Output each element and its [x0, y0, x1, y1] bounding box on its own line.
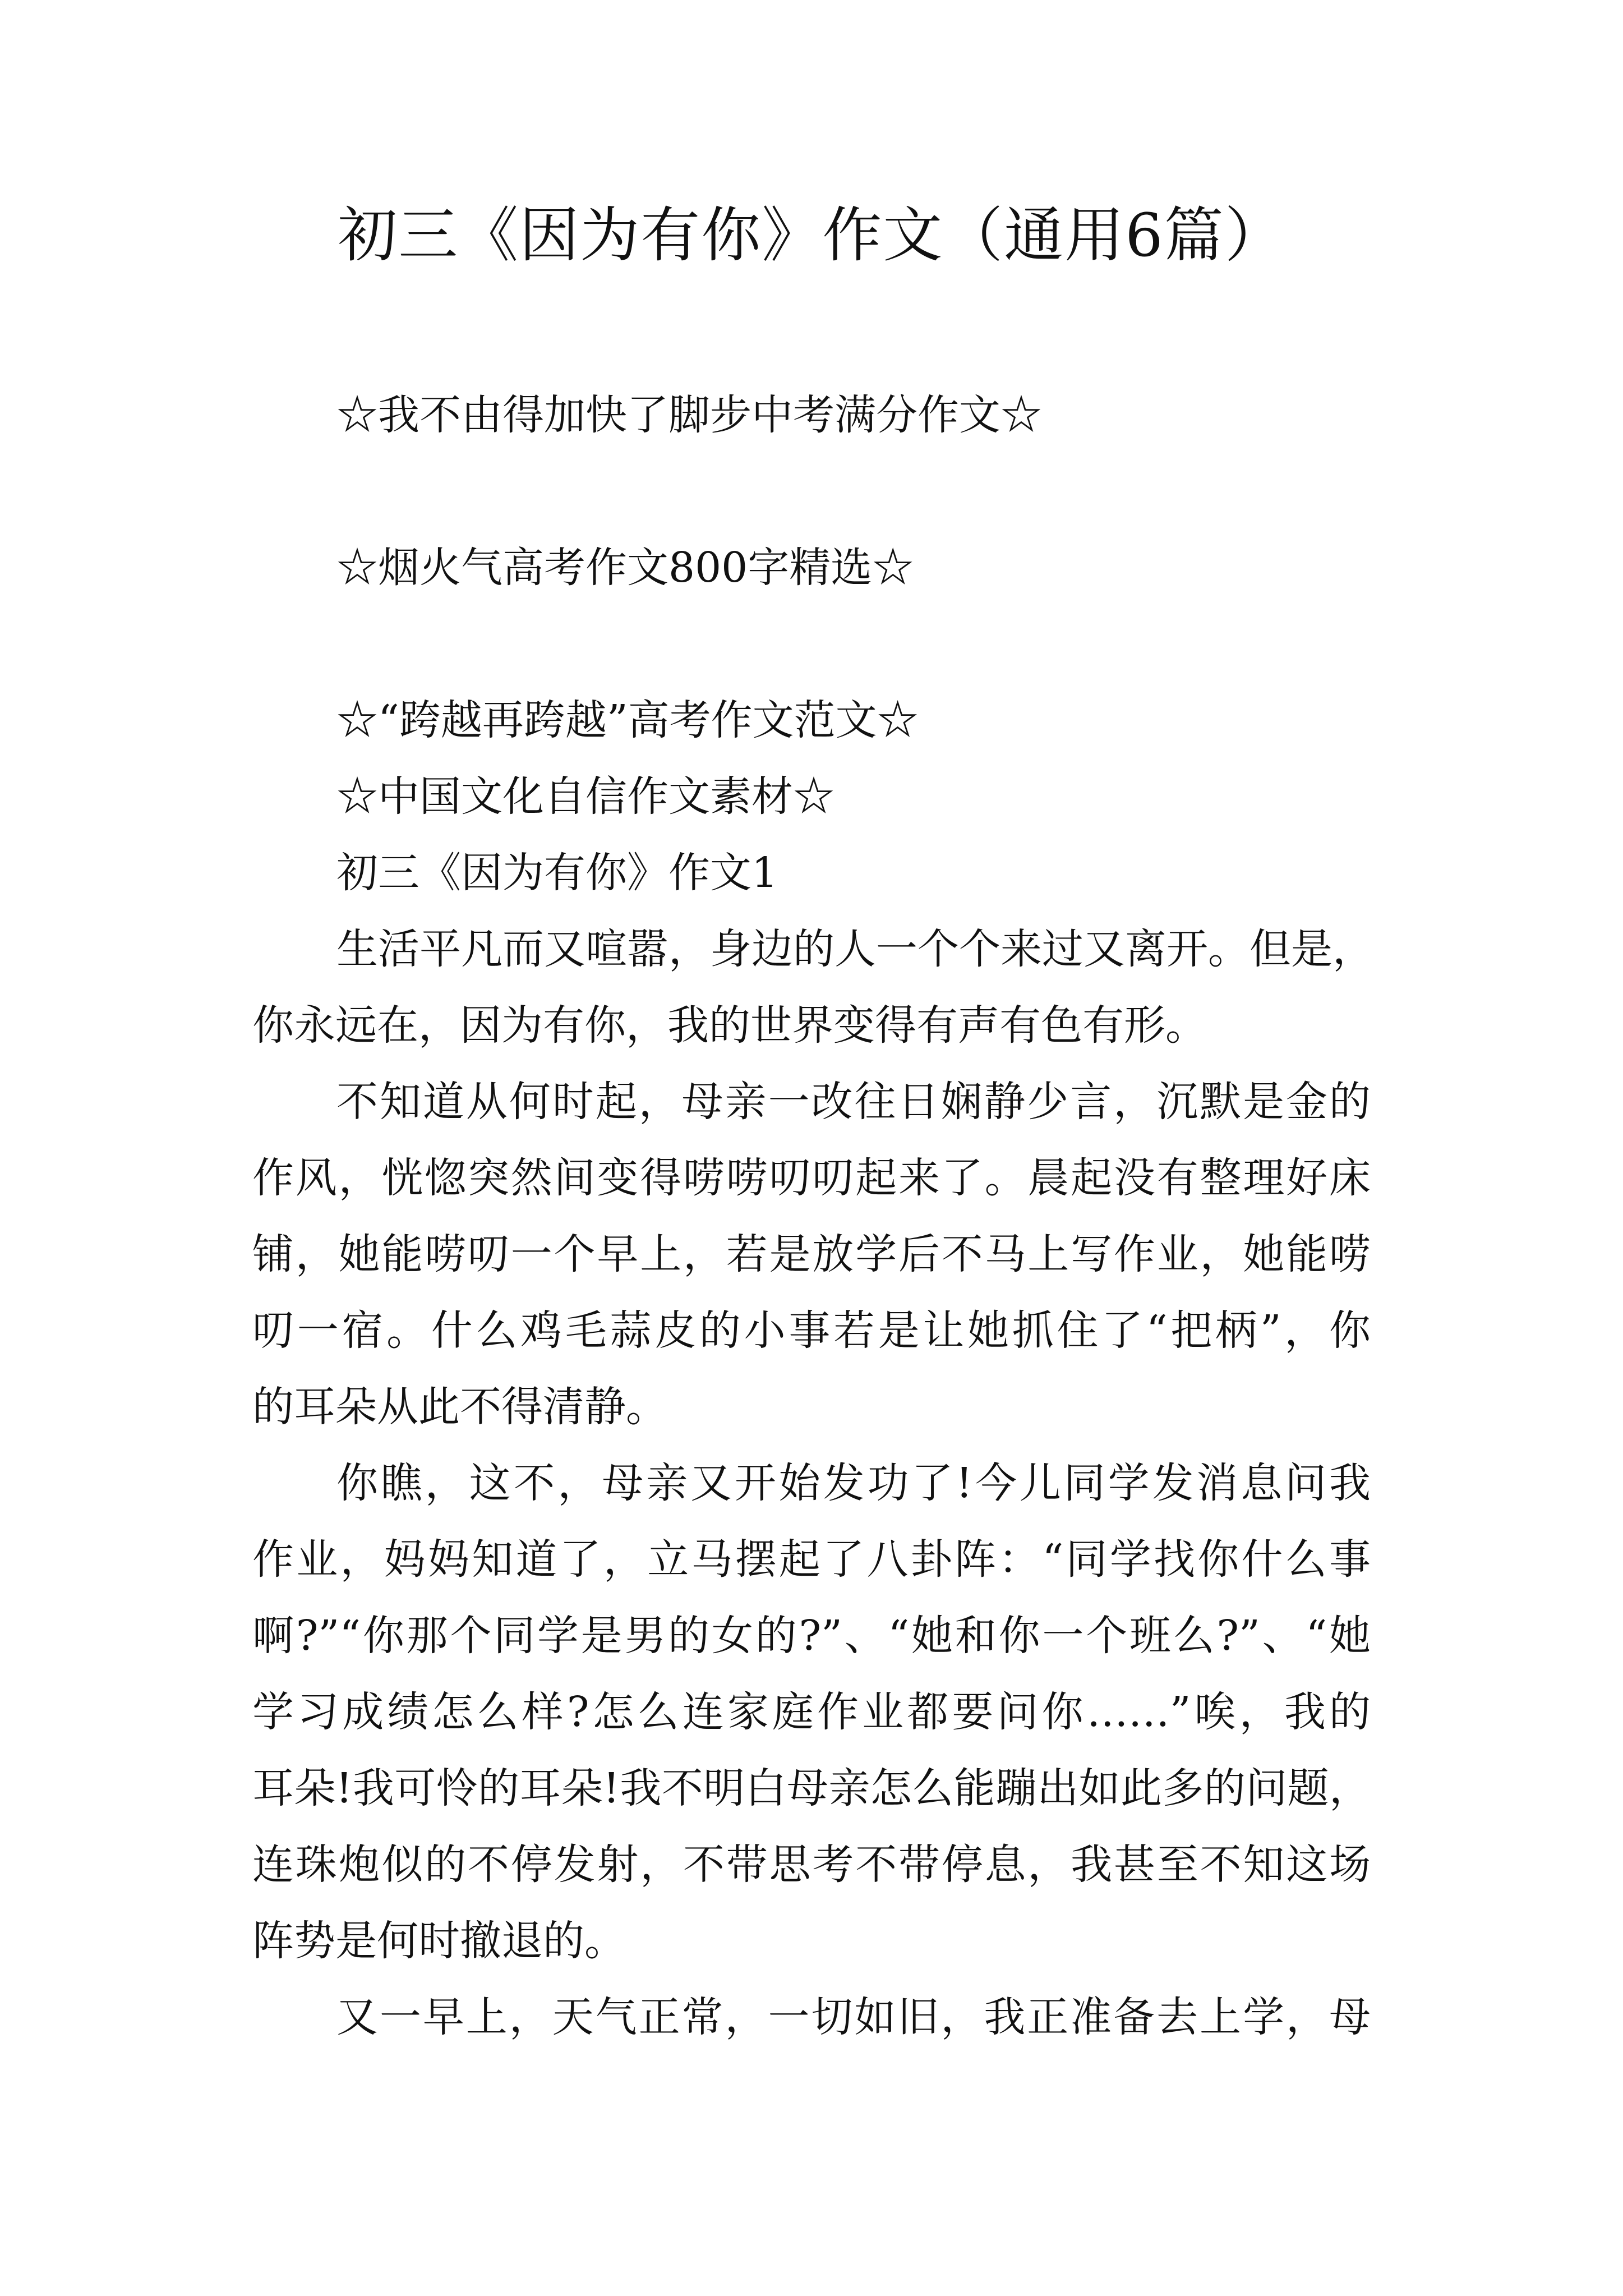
body-line: 学习成绩怎么样?怎么连家庭作业都要问你……”唉，我的: [252, 1688, 1371, 1736]
body-line: 不知道从何时起，母亲一改往日娴静少言，沉默是金的: [336, 1078, 1371, 1126]
related-article-link-2[interactable]: ☆烟火气高考作文800字精选☆: [336, 544, 914, 592]
body-line: 作业，妈妈知道了，立马摆起了八卦阵：“同学找你什么事: [252, 1535, 1371, 1584]
body-line: 叨一宿。什么鸡毛蒜皮的小事若是让她抓住了“把柄”，你: [252, 1306, 1371, 1355]
related-article-link-3[interactable]: ☆“跨越再跨越”高考作文范文☆: [336, 696, 919, 744]
body-line: 作风，恍惚突然间变得唠唠叨叨起来了。晨起没有整理好床: [252, 1154, 1371, 1202]
document-title: 初三《因为有你》作文（通用6篇）: [338, 201, 1285, 270]
body-line: 你永远在，因为有你，我的世界变得有声有色有形。: [252, 1001, 1207, 1050]
body-line: 啊?”“你那个同学是男的女的?”、“她和你一个班么?”、“她: [252, 1612, 1371, 1660]
body-line: 耳朵!我可怜的耳朵!我不明白母亲怎么能蹦出如此多的问题，: [252, 1764, 1371, 1812]
body-line: 生活平凡而又喧嚣，身边的人一个个来过又离开。但是，: [336, 925, 1374, 973]
body-line: 铺，她能唠叨一个早上，若是放学后不马上写作业，她能唠: [252, 1230, 1371, 1278]
body-line: 连珠炮似的不停发射，不带思考不带停息，我甚至不知这场: [252, 1841, 1371, 1889]
body-line: 的耳朵从此不得清静。: [252, 1383, 667, 1431]
related-article-link-1[interactable]: ☆我不由得加快了脚步中考满分作文☆: [336, 391, 1042, 439]
body-line: 你瞧，这不，母亲又开始发功了!今儿同学发消息问我: [336, 1459, 1371, 1507]
body-line: 阵势是何时撤退的。: [252, 1917, 626, 1965]
related-article-link-4[interactable]: ☆中国文化自信作文素材☆: [336, 772, 834, 821]
section-heading: 初三《因为有你》作文1: [336, 849, 778, 897]
body-line: 又一早上，天气正常，一切如旧，我正准备去上学，母: [336, 1993, 1371, 2041]
